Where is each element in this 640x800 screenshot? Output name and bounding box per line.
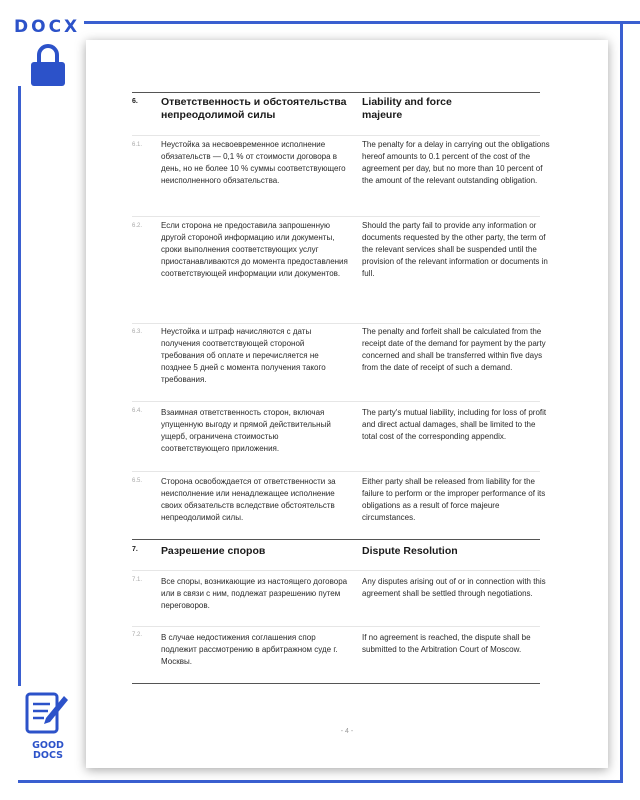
clause-number: 7.1. [132,577,143,583]
clause-text-ru: В случае недостижения соглашения спор подлежит рассмотрению в арбитражном суде г. Москвы. [161,633,338,666]
good-docs-logo-text [26,741,70,761]
clause-number: 6.2. [132,223,143,229]
clause-text-en: The penalty and forfeit shall be calculated from the receipt date of the demand for payment by the party concerned and shall be transferred within five days from the date of receipt of such a demand. [362,327,546,372]
clause-number: 6.3. [132,329,143,335]
clause-text-en: The penalty for a delay in carrying out the obligations hereof amounts to 0.1 percent of the cost of the agreement per day, but no more than 10 percent of the amount of the relevant outstanding obligation. [362,140,550,185]
clause-separator [132,323,540,324]
clause-text-en: Should the party fail to provide any information or documents requested by the other party, the term of the relevant services shall be suspended until the provision of the relevant information or documents in full. [362,221,548,278]
page-number: - 4 - [340,728,354,735]
section-rule [132,539,540,540]
clause-separator [132,570,540,571]
clause-text-en: Either party shall be released from liability for the failure to perform or the improper performance of its obligations as a result of force majeure circumstances. [362,477,546,522]
logo-line-2: DOCS [33,750,63,761]
clause-separator [132,401,540,402]
clause-text-en: Any disputes arising out of or in connection with this agreement shall be settled through negotiations. [362,577,546,598]
frame-border-bottom [18,780,622,783]
clause-separator [132,135,540,136]
section-number: 6. [132,98,138,105]
clause-text-ru: Сторона освобождается от ответственности за неисполнение или ненадлежащее исполнение своих обязательств вследствие обстоятельств непреодолимой силы. [161,477,336,522]
section-title-en: Liability and force majeure [362,96,452,121]
lock-icon [28,42,68,88]
frame-border-left [18,86,21,686]
clause-text-ru: Все споры, возникающие из настоящего договора или в связи с ним, подлежат разрешению путем переговоров. [161,577,348,610]
frame-border-top [84,21,640,24]
clause-text-ru: Взаимная ответственность сторон, включая упущенную выгоду и прямой действительный ущерб, ограничена стоимостью соответствующего приложения. [161,408,331,453]
clause-text-en: If no agreement is reached, the dispute shall be submitted to the Arbitration Court of Moscow. [362,633,531,654]
clause-separator [132,626,540,627]
section-rule [132,92,540,93]
clause-separator [132,216,540,217]
clause-number: 6.5. [132,478,143,484]
clause-number: 6.1. [132,142,143,148]
brand-docx-label: DOCX [14,17,81,37]
section-number: 7. [132,546,138,553]
document-page [86,40,608,768]
frame-border-right [620,21,623,783]
clause-text-ru: Если сторона не предоставила запрошенную другой стороной информацию или документы, сроки выполнения соответствующих услуг приостанавливаются до момента предоставления соответствующей информации или документов. [161,221,348,278]
clause-text-ru: Неустойка за несвоевременное исполнение обязательств — 0,1 % от стоимости договора в день, но не более 10 % суммы соответствующего неисполненного обязательства. [161,140,346,185]
clause-text-ru: Неустойка и штраф начисляются с даты получения соответствующей стороной требования об оплате и перечисляется не позднее 5 дней с момента получения такого требования. [161,327,326,384]
clause-text-en: The party's mutual liability, including for loss of profit and direct actual damages, shall be limited to the total cost of the corresponding appendix. [362,408,547,441]
clause-separator [132,471,540,472]
section-rule [132,683,540,684]
section-title-en: Dispute Resolution [362,545,458,557]
document-pen-icon [24,690,70,736]
section-title-ru: Ответственность и обстоятельства непреодолимой силы [161,96,347,121]
clause-number: 6.4. [132,408,143,414]
logo-line-1: GOOD [32,740,64,751]
section-title-ru: Разрешение споров [161,545,266,557]
clause-number: 7.2. [132,632,143,638]
